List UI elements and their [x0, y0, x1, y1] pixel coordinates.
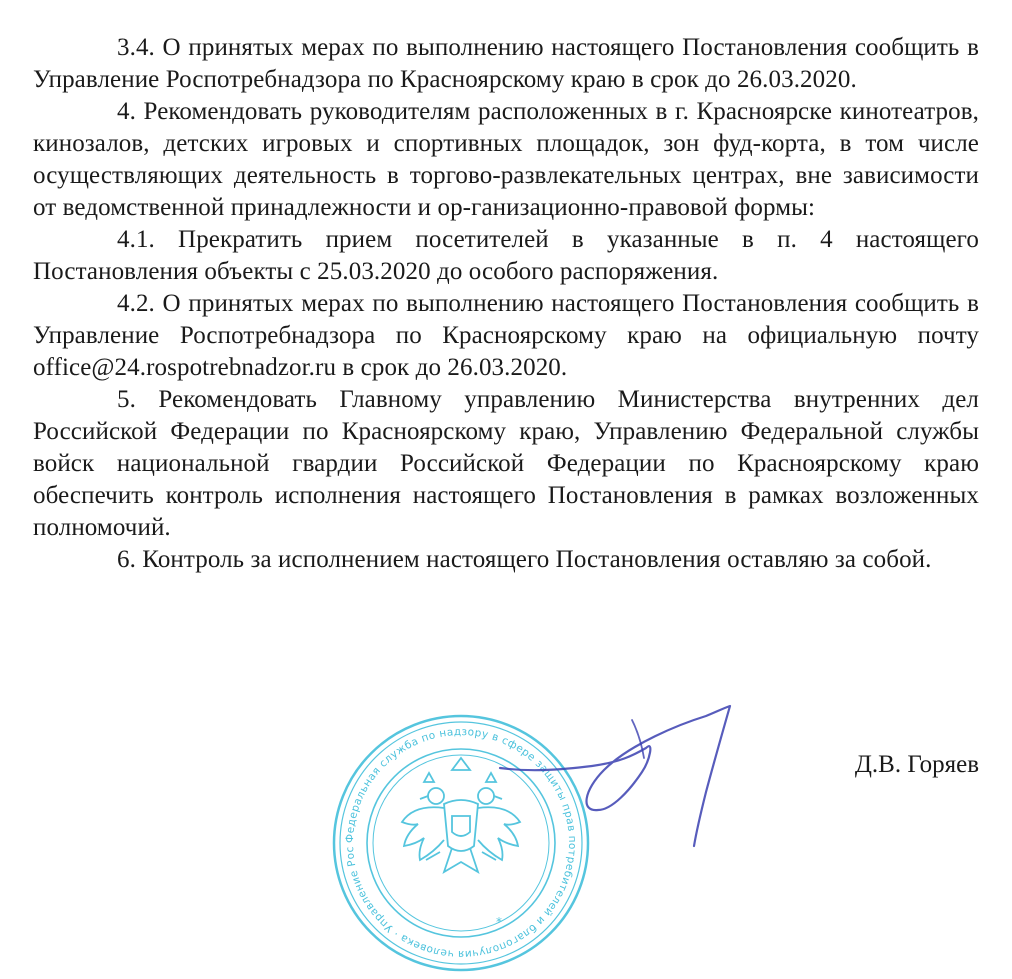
signatory-name: Д.В. Горяев: [854, 751, 979, 778]
paragraph-4-2: 4.2. О принятых мерах по выполнению настоящего Постановления сообщить в Управление Роспотребнадзора по Красноярскому краю на официальную почту office@24.rospotrebnadzor.ru в срок до 26.03.2020.: [33, 290, 979, 381]
paragraph-4: 4. Рекомендовать руководителям расположенных в г. Красноярске кинотеатров, кинозалов, детских игровых и спортивных площадок, зон фуд-корта, в том числе осуществляющих деятельность в торгово-развлекательных центрах, вне зависимости от ведомственной принадлежности и ор-ганизационно-правовой формы:: [33, 98, 979, 221]
svg-text:*: *: [496, 915, 502, 929]
paragraph-3-4: 3.4. О принятых мерах по выполнению настоящего Постановления сообщить в Управление Роспотребнадзора по Красноярскому краю в срок до 26.03.2020.: [33, 34, 979, 93]
handwritten-signature: [500, 700, 750, 850]
paragraph-5: 5. Рекомендовать Главному управлению Министерства внутренних дел Российской Федерации по Красноярскому краю, Управлению Федеральной службы войск национальной гвардии Российской Федерации по Красноярскому краю обеспечить контроль исполнения настоящего Постановления в рамках возложенных полномочий.: [33, 386, 979, 541]
stamp-ring-text-path: Федеральная служба по надзору в сфере защиты прав потребителей и благополучия человека · Управление Роспотребнадзора по Красноярскому краю · Главный государственный санитарный врач: [321, 703, 579, 961]
paragraph-4-1: 4.1. Прекратить прием посетителей в указанные в п. 4 настоящего Постановления объекты с 25.03.2020 до особого распоряжения.: [33, 226, 979, 285]
paragraph-6: 6. Контроль за исполнением настоящего Постановления оставляю за собой.: [117, 546, 932, 573]
document-body: [33, 32, 979, 576]
